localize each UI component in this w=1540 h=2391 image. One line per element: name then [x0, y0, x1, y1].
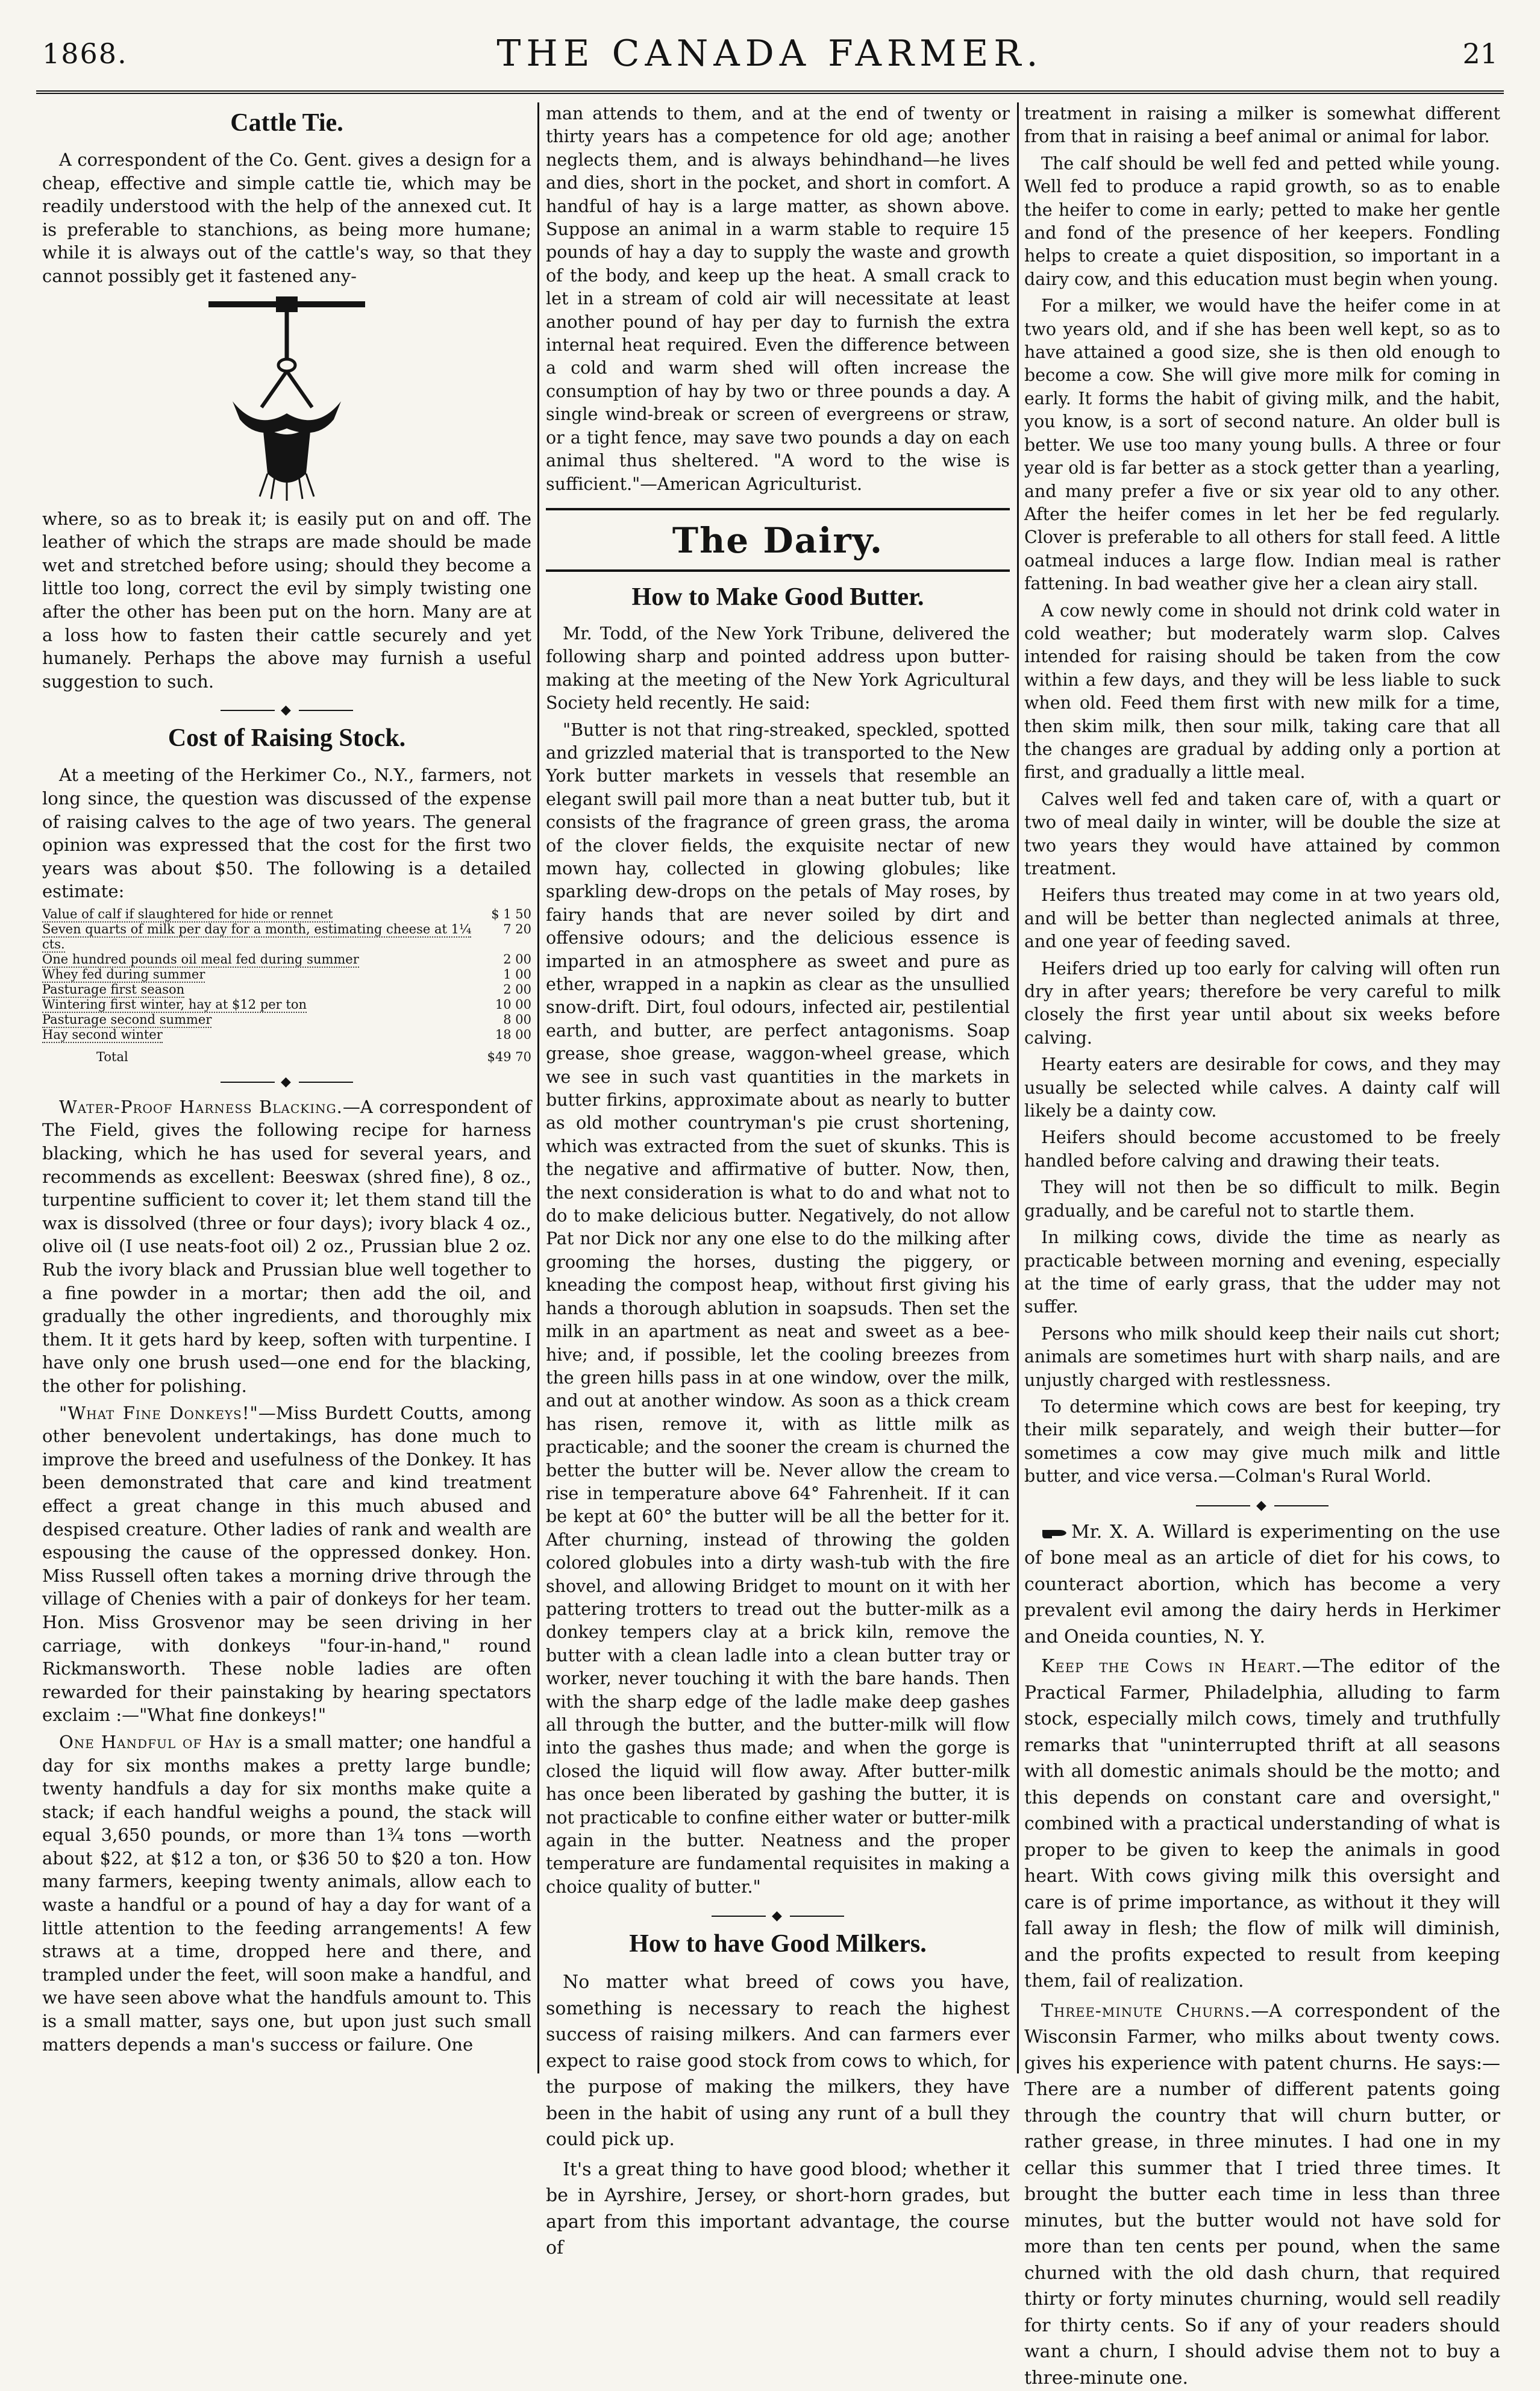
- heart-paragraph: [1024, 1653, 1500, 1995]
- milkers-paragraph: For a milker, we would have the heifer come in at two years old, and if she has been well kept, so as to have attained a good size, she is then old enough to become a cow. She will give more milk for coming in early. It forms the habit of giving milk, and the habit, you know, is a sort of second nature. An older bull is better. We use too many young bulls. A three or four year old is far better as a stock getter than a yearling, and many prefer a five or six year old to any other. After the heifer comes in let her be fed regularly. Clover is preferable to all others for stall feed. A little oatmeal induces a large flow. Indian meal is rather fattening. In bad weather give her a clean airy stall.: [1024, 296, 1500, 594]
- cattle-tie-paragraph: A correspondent of the Co. Gent. gives a design for a cheap, effective and simple cattle tie, which may be readily understood with the help of the annexed cut. It is preferable to stanchions, as being more humane; while it is always out of the cattle's way, so that they cannot possibly get it fastened any-: [42, 149, 531, 286]
- milkers-heading: How to have Good Milkers.: [629, 1930, 927, 1958]
- milkers-continued-paragraph: treatment in raising a milker is somewhat different from that in raising a beef animal or animal for labor.: [1024, 104, 1500, 147]
- butter-heading: How to Make Good Butter.: [631, 583, 924, 611]
- column-2: [546, 102, 1010, 2259]
- page-header: [36, 24, 1504, 94]
- cost-estimate-table: [42, 907, 531, 1065]
- cost-row: [42, 1012, 531, 1027]
- cost-row: [42, 1027, 531, 1042]
- churns-text: —A correspondent of the Wisconsin Farmer, who milks about twenty cows. gives his experience with patent churns. He says:—There are a number of different patents going through the country that will churn butter, or rather grease, in three minutes. I had one in my cellar this summer that I tried three times. It brought the butter each time in less than three minutes, but the butter would not have sold for more than ten cents per pound, when the same churned with the old dash churn, that required thirty or forty minutes churning, would sell readily for thirty cents. So if any of your readers should want a churn, I should advise them not to buy a three-minute one.: [1024, 2000, 1500, 2389]
- section-divider: ◆: [42, 703, 531, 718]
- pointing-hand-icon: [1041, 1526, 1068, 1540]
- milkers-paragraph: The calf should be well fed and petted while young. Well fed to produce a rapid growth, so as to enable the heifer to come in early; petted to make her gentle and fond of the presence of her keepers. Fondling helps to create a quiet disposition, so important in a dairy cow, and this education must begin when young.: [1024, 153, 1500, 289]
- milkers-paragraph: To determine which cows are best for keeping, try their milk separately, and weigh their butter—for sometimes a cow may give much milk and little butter, and vice versa.—Colman's Rural World.: [1024, 1396, 1500, 1487]
- cost-stock-paragraph: At a meeting of the Herkimer Co., N.Y., farmers, not long since, the question was discussed of the expense of raising calves to the age of two years. The general opinion was expressed that the cost for the first two years was about $50. The following is a detailed estimate:: [42, 765, 531, 902]
- column-1: [42, 102, 531, 2073]
- cattle-tie-paragraph: where, so as to break it; is easily put on and off. The leather of which the straps are made should be made wet and stretched before using; should they become a little too long, correct the evil by simply twisting one after the other has been put on the horn. Many are at a loss how to fasten their cattle securely and yet humanely. Perhaps the above may furnish a useful suggestion to such.: [42, 508, 531, 692]
- donkeys-text: —Miss Burdett Coutts, among other benevolent undertakings, has done much to improve the breed and usefulness of the Donkey. It has been demonstrated that care and kind treatment effect a great change in this much abused and despised creature. Other ladies of rank and wealth are espousing the cause of the oppressed donkey. Hon. Miss Russell often takes a morning drive through the village of Chenies with a pair of donkeys for her team. Hon. Miss Grosvenor may be seen driving in her carriage, with donkeys "four-in-hand," round Rickmansworth. These noble ladies are often rewarded for their painstaking by hearing spectators exclaim :—"What fine donkeys!": [42, 1402, 532, 1726]
- cost-item-amount: 18 00: [495, 1027, 531, 1042]
- churns-lead: Three-minute Churns.: [1041, 2000, 1251, 2022]
- heart-text: —The editor of the Practical Farmer, Philadelphia, alluding to farm stock, especially milch cows, timely and truthfully remarks that "uninterrupted thrift at all seasons with all domestic animals should be the motto; and this depends on constant care and oversight," combined with a practical understanding of what is proper to be given to keep the animals in good heart. With cows giving milk this oversight and care is of prime importance, as without it they will fall away in flesh; the flow of milk will diminish, and the profits expected to result from keeping them, fail of realization.: [1024, 1656, 1501, 1992]
- donkeys-paragraph: [42, 1402, 531, 1727]
- milkers-paragraph: No matter what breed of cows you have, something is necessary to reach the highest success of raising milkers. And can farmers ever expect to raise good stock from cows to which, for the purpose of making the milkers, they have been in the habit of using any runt of a bull they could pick up.: [546, 1972, 1010, 2151]
- masthead-title: THE CANADA FARMER.: [496, 33, 1044, 75]
- cost-item-amount: 10 00: [495, 997, 531, 1012]
- hay-lead: One Handful of Hay: [59, 1731, 242, 1752]
- hay-paragraph: [42, 1731, 531, 2056]
- milkers-paragraph: Hearty eaters are desirable for cows, and they may usually be selected while calves. A dainty calf will likely be a dainty cow.: [1024, 1054, 1500, 1121]
- cost-item-label: Seven quarts of milk per day for a month, estimating cheese at 1¼ cts.: [42, 921, 472, 951]
- donkeys-lead: "What Fine Donkeys!": [59, 1402, 258, 1423]
- cost-row: [42, 952, 531, 967]
- issue-year: 1868.: [42, 37, 128, 70]
- cost-item-amount: 1 00: [503, 967, 531, 982]
- cost-row: [42, 982, 531, 997]
- page-number: 21: [1462, 37, 1498, 70]
- column-rule: [1017, 102, 1019, 2073]
- cost-total-row: [42, 1042, 531, 1065]
- cost-item-label: Value of calf if slaughtered for hide or rennet: [42, 906, 333, 921]
- milkers-paragraph: Calves well fed and taken care of, with a quart or two of meal daily in winter, will be double the size at two years they would have attained by common treatment.: [1024, 789, 1500, 879]
- butter-address-paragraph: "Butter is not that ring-streaked, speckled, spotted and grizzled material that is transported to the New York butter markets in vessels that resemble an elegant swill pail more than a neat butter tub, but it consists of the fragrance of green grass, the aroma of the clover fields, the exquisite nectar of new mown hay, collected in glowing globules; like sparkling dew-drops on the petals of May roses, by fairy hands that are never soiled by dirt and offensive odours; and the delicious essence is imparted in an atmosphere as sweet and pure as ether, wrapped in a napkin as clear as the unsullied snow-drift. Dirt, foul odours, infected air, pestilential earth, and butter, are perfect antagonisms. Soap grease, shoe grease, waggon-wheel grease, which we see in such vast quantities in the markets in butter firkins, approximate about as nearly to butter as old mother countryman's pie crust shortening, which was extracted from the suet of skunks. This is the negative and affirmative of butter. Now, then, the next consideration is what to do and what not to do to make delicious butter. Negatively, do not allow Pat nor Dick nor any one else to do the milking after grooming the horses, dusting the piggery, or kneading the compost heap, without first giving his hands a thorough ablution in soapsuds. Then set the milk in an apartment as neat and sweet as a bee-hive; and, if possible, let the cooling breezes from the green hills pass in at one window, over the milk, and out at another window. As soon as a thick cream has risen, remove it, with as little milk as practicable; and the sooner the cream is churned the better the butter will be. Never allow the cream to rise in temperature above 64° Fahrenheit. If it can be kept at 60° the butter will be all the better for it. After churning, instead of throwing the golden colored globules into a dirty wash-tub with the fire shovel, and allowing Bridget to mount on it with her pattering trotters to tread out the butter-milk as a donkey tempers clay at a brick kiln, remove the butter with a clean ladle into a clean butter tray or worker, never touching it with the bare hands. Then with the sharp edge of the ladle make deep gashes all through the butter, and the butter-milk will flow into the gashes thus made; and when the gorge is closed the liquid will flow away. After butter-milk has once been liberated by gashing the butter, it is not practicable to confine either water or butter-milk again in the butter. Neatness and the proper temperature are fundamental requisites in making a choice quality of butter.": [546, 719, 1010, 1897]
- milkers-paragraph: Persons who milk should keep their nails cut short; animals are sometimes hurt with sharp nails, and are unjustly charged with restlessness.: [1024, 1323, 1500, 1390]
- cost-row: [42, 907, 531, 922]
- column-3: [1024, 102, 1501, 2389]
- heart-lead: Keep the Cows in Heart.: [1041, 1656, 1303, 1678]
- butter-intro-paragraph: Mr. Todd, of the New York Tribune, delivered the following sharp and pointed address upon butter-making at the meeting of the New York Agricultural Society held recently. He said:: [546, 623, 1010, 713]
- cost-item-label: Pasturage second summer: [42, 1012, 212, 1027]
- milkers-paragraph: In milking cows, divide the time as nearly as practicable between morning and evening, especially at the time of early grass, that the udder may not suffer.: [1024, 1227, 1500, 1317]
- cost-item-label: One hundred pounds oil meal fed during summer: [42, 951, 359, 967]
- milkers-paragraph: It's a great thing to have good blood; whether it be in Ayrshire, Jersey, or short-horn grades, but apart from this important advantage, the course of: [546, 2158, 1010, 2259]
- cost-row: [42, 967, 531, 982]
- cattle-tie-heading: Cattle Tie.: [230, 109, 343, 137]
- dairy-section-banner: [546, 508, 1010, 572]
- cattle-tie-illustration: [196, 293, 377, 504]
- cost-item-amount: 2 00: [503, 982, 531, 997]
- blacking-paragraph: [42, 1095, 531, 1398]
- willard-paragraph: [1024, 1519, 1500, 1650]
- churns-paragraph: [1024, 1998, 1500, 2391]
- willard-text: Mr. X. A. Willard is experimenting on the use of bone meal as an article of diet for his cows, to counteract abortion, which has become a very prevalent evil among the dairy herds in Herkimer and Oneida counties, N. Y.: [1024, 1521, 1500, 1647]
- blacking-lead: Water-Proof Harness Blacking.: [59, 1096, 343, 1117]
- cost-item-label: Hay second winter: [42, 1027, 163, 1042]
- cost-item-amount: 2 00: [503, 951, 531, 967]
- cost-item-amount: 8 00: [503, 1012, 531, 1027]
- cost-item-amount: $ 1 50: [491, 906, 531, 921]
- cost-total-label: Total: [96, 1049, 128, 1064]
- cost-total-amount: $49 70: [487, 1049, 531, 1064]
- cost-row: [42, 997, 531, 1012]
- milkers-paragraph: Heifers should become accustomed to be freely handled before calving and drawing their teats.: [1024, 1127, 1500, 1171]
- milkers-paragraph: They will not then be so difficult to milk. Begin gradually, and be careful not to startle them.: [1024, 1177, 1500, 1221]
- cost-stock-heading: Cost of Raising Stock.: [167, 724, 406, 753]
- hay-continued-paragraph: man attends to them, and at the end of twenty or thirty years has a competence for old age; another neglects them, and is always behindhand—he lives and dies, short in the pocket, and short in comfort. A handful of hay is a large matter, as shown above. Suppose an animal in a warm stable to require 15 pounds of hay a day to supply the waste and growth of the body, and keep up the heat. A small crack to let in a stream of cold air will necessitate at least another pound of hay per day to furnish the extra internal heat required. Even the difference between a cold and warm shed will often increase the consumption of hay by two or three pounds a day. A single wind-break or screen of evergreens or straw, or a tight fence, may save two pounds a day on each animal thus sheltered. "A word to the wise is sufficient."—American Agriculturist.: [546, 104, 1010, 494]
- column-rule: [537, 102, 539, 2073]
- milkers-paragraph: Heifers dried up too early for calving will often run dry in after years; therefore be very careful to milk closely the first year until about six weeks before calving.: [1024, 958, 1500, 1048]
- hay-text: is a small matter; one handful a day for six months makes a pretty large bundle; twenty handfuls a day for six months make quite a stack; if each handful weighs a pound, the stack will equal 3,650 pounds, or more than 1¾ tons —worth about $22, at $12 a ton, or $36 50 to $20 a ton. How many farmers, keeping twenty animals, allow each to waste a handful or a pound of hay a day for want of a little attention to the feeding arrangements! A few straws at a time, dropped here and there, and trampled under the feet, will soon make a handful, and we have seen above what the handfuls amount to. This is a small matter, says one, but upon just such small matters depends a man's success or failure. One: [42, 1731, 531, 2055]
- dairy-section-title: The Dairy.: [672, 519, 884, 561]
- milkers-paragraph: A cow newly come in should not drink cold water in cold weather; but moderately warm slop. Calves intended for raising should be taken from the cow within a few days, and they will be less liable to suck when old. Feed them first with new milk for a time, then skim milk, then sour milk, taking care that all the changes are gradual by adding only a portion at first, and gradually a little meal.: [1024, 600, 1500, 783]
- milkers-paragraph: Heifers thus treated may come in at two years old, and will be better than neglected animals at three, and one year of feeding saved.: [1024, 885, 1500, 952]
- section-divider: ◆: [42, 1074, 531, 1089]
- cost-item-label: Pasturage first season: [42, 982, 185, 997]
- section-divider: ◆: [546, 1908, 1010, 1923]
- section-divider: ◆: [1024, 1498, 1500, 1513]
- cost-item-label: Wintering first winter, hay at $12 per ton: [42, 997, 307, 1012]
- cost-row: [42, 922, 531, 952]
- blacking-text: —A correspondent of The Field, gives the following recipe for harness blacking, which he has used for several years, and recommends as excellent: Beeswax (shred fine), 8 oz., turpentine sufficient to cover it; let them stand till the wax is dissolved (three or four days); ivory black 4 oz., olive oil (I use neats-foot oil) 2 oz., Prussian blue 2 oz. Rub the ivory black and Prussian blue well together to a fine powder in a mortar; then add the oil, and gradually the other ingredients, and thoroughly mix them. It it gets hard by keep, soften with turpentine. I have only one brush used—one end for the blacking, the other for polishing.: [42, 1096, 531, 1396]
- cost-item-amount: 7 20: [503, 921, 531, 936]
- cost-item-label: Whey fed during summer: [42, 967, 205, 982]
